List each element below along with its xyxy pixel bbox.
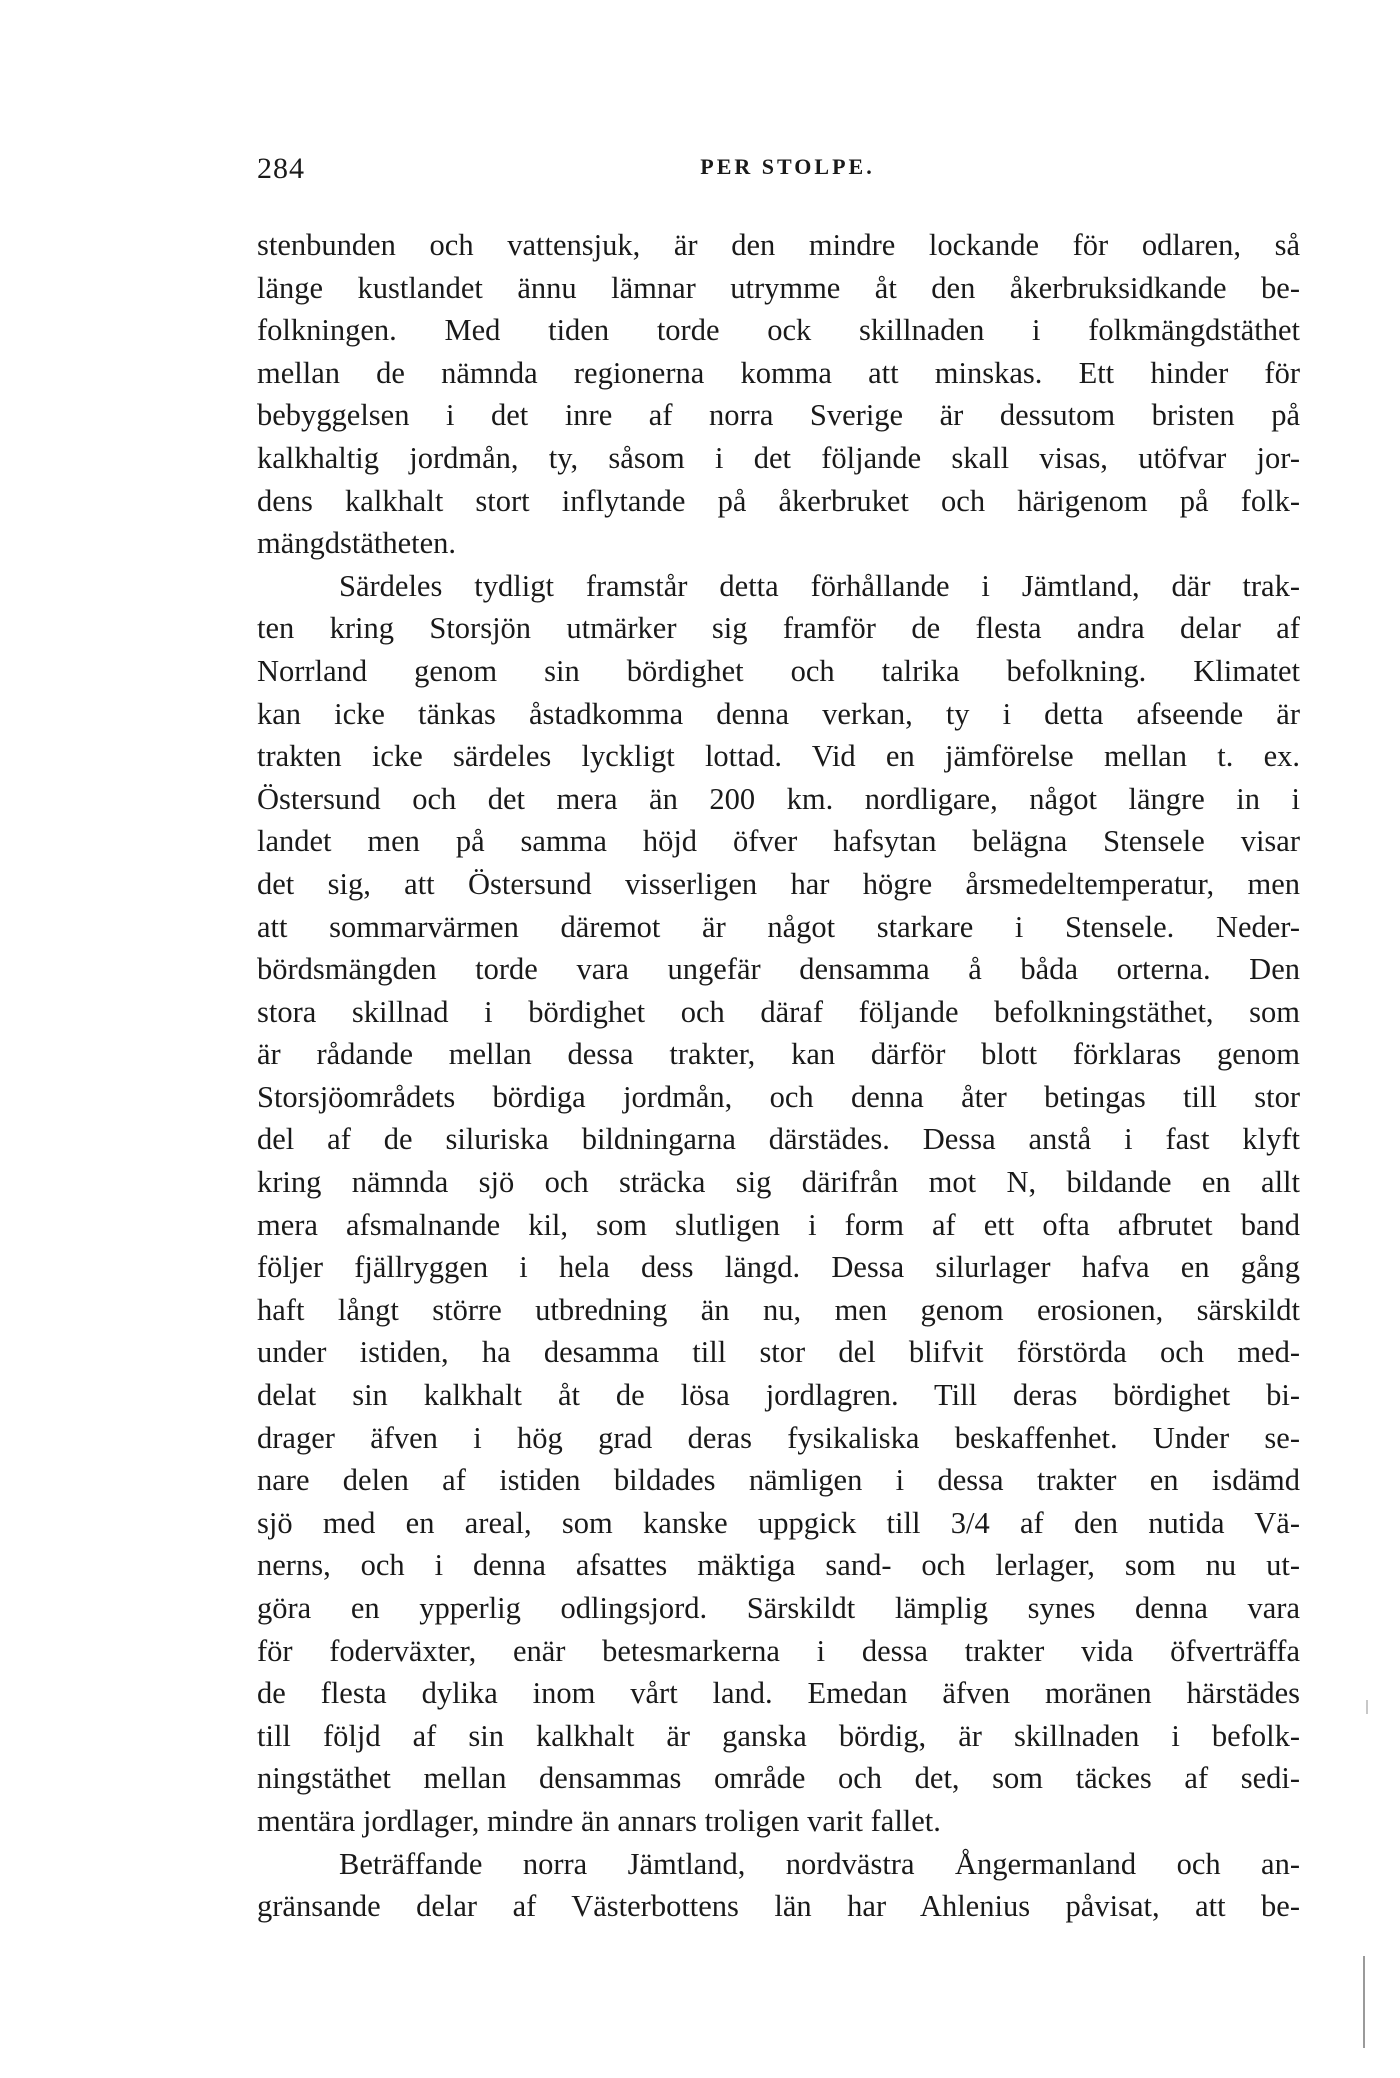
text-line: länge kustlandet ännu lämnar utrymme åt den åkerbruksidkande be- — [257, 270, 1300, 305]
text-line: Norrland genom sin bördighet och talrika befolkning. Klimatet — [257, 653, 1300, 688]
text-line: stora skillnad i bördighet och däraf följande befolkningstäthet, som — [257, 994, 1300, 1029]
text-line: nerns, och i denna afsattes mäktiga sand- och lerlager, som nu ut- — [257, 1548, 1300, 1583]
scan-edge-mark — [1363, 1956, 1365, 2048]
text-line: haft långt större utbredning än nu, men genom erosionen, särskildt — [257, 1292, 1300, 1327]
text-line: under istiden, ha desamma till stor del blifvit förstörda och med- — [257, 1335, 1300, 1370]
text-line: folkningen. Med tiden torde ock skillnaden i folkmängdstäthet — [257, 313, 1300, 348]
text-line: drager äfven i hög grad deras fysikaliska beskaffenhet. Under se- — [257, 1420, 1300, 1455]
text-line: gränsande delar af Västerbottens län har Ahlenius påvisat, att be- — [257, 1889, 1300, 1924]
text-line: stenbunden och vattensjuk, är den mindre lockande för odlaren, så — [257, 228, 1300, 262]
text-line: delat sin kalkhalt åt de lösa jordlagren. Till deras bördighet bi- — [257, 1378, 1300, 1413]
text-line: mängdstätheten. — [257, 526, 457, 561]
running-title: PER STOLPE. — [700, 154, 875, 179]
text-line: göra en ypperlig odlingsjord. Särskildt lämplig synes denna vara — [257, 1591, 1300, 1625]
text-line: för foderväxter, enär betesmarkerna i dessa trakter vida öfverträffa — [257, 1633, 1300, 1668]
text-line: mera afsmalnande kil, som slutligen i form af ett ofta afbrutet band — [257, 1207, 1300, 1242]
text-line: mellan de nämnda regionerna komma att minskas. Ett hinder för — [257, 355, 1300, 390]
text-line: dens kalkhalt stort inflytande på åkerbruket och härigenom på folk- — [257, 483, 1300, 518]
text-line: nare delen af istiden bildades nämligen i dessa trakter en isdämd — [257, 1463, 1300, 1498]
text-line: Särdeles tydligt framstår detta förhållande i Jämtland, där trak- — [339, 568, 1300, 603]
text-line: Östersund och det mera än 200 km. nordligare, något längre in i — [257, 781, 1300, 816]
text-line: del af de siluriska bildningarna därstädes. Dessa anstå i fast klyft — [257, 1122, 1300, 1157]
text-line: bördsmängden torde vara ungefär densamma å båda orterna. Den — [257, 952, 1300, 987]
text-line: det sig, att Östersund visserligen har högre årsmedeltemperatur, men — [257, 866, 1300, 901]
text-line: bebyggelsen i det inre af norra Sverige är dessutom bristen på — [257, 398, 1300, 433]
text-line: ningstäthet mellan densammas område och det, som täckes af sedi- — [257, 1761, 1300, 1796]
text-line: Beträffande norra Jämtland, nordvästra Ångermanland och an- — [339, 1846, 1300, 1881]
text-line: kring nämnda sjö och sträcka sig därifrån mot N, bildande en allt — [257, 1165, 1300, 1200]
text-line: landet men på samma höjd öfver hafsytan belägna Stensele visar — [257, 824, 1300, 859]
text-line: ten kring Storsjön utmärker sig framför de flesta andra delar af — [257, 611, 1300, 646]
text-line: de flesta dylika inom vårt land. Emedan äfven moränen härstädes — [257, 1676, 1300, 1711]
text-line: till följd af sin kalkhalt är ganska bördig, är skillnaden i befolk- — [257, 1718, 1300, 1753]
text-line: trakten icke särdeles lyckligt lottad. Vid en jämförelse mellan t. ex. — [257, 739, 1300, 774]
text-line: kalkhaltig jordmån, ty, såsom i det följande skall visas, utöfvar jor- — [257, 440, 1300, 475]
text-line: att sommarvärmen däremot är något starkare i Stensele. Neder- — [257, 909, 1300, 944]
scan-edge-mark — [1366, 1700, 1368, 1714]
text-line: sjö med en areal, som kanske uppgick till 3/4 af den nutida Vä- — [257, 1505, 1300, 1540]
text-line: Storsjöområdets bördiga jordmån, och denna åter betingas till stor — [257, 1079, 1300, 1114]
text-line: följer fjällryggen i hela dess längd. Dessa silurlager hafva en gång — [257, 1250, 1300, 1285]
page-number: 284 — [257, 152, 305, 185]
running-header — [257, 152, 1300, 192]
text-line: kan icke tänkas åstadkomma denna verkan, ty i detta afseende är — [257, 696, 1300, 731]
text-line: mentära jordlager, mindre än annars troligen varit fallet. — [257, 1803, 941, 1838]
text-line: är rådande mellan dessa trakter, kan därför blott förklaras genom — [257, 1037, 1300, 1072]
body-text — [257, 224, 1300, 1928]
